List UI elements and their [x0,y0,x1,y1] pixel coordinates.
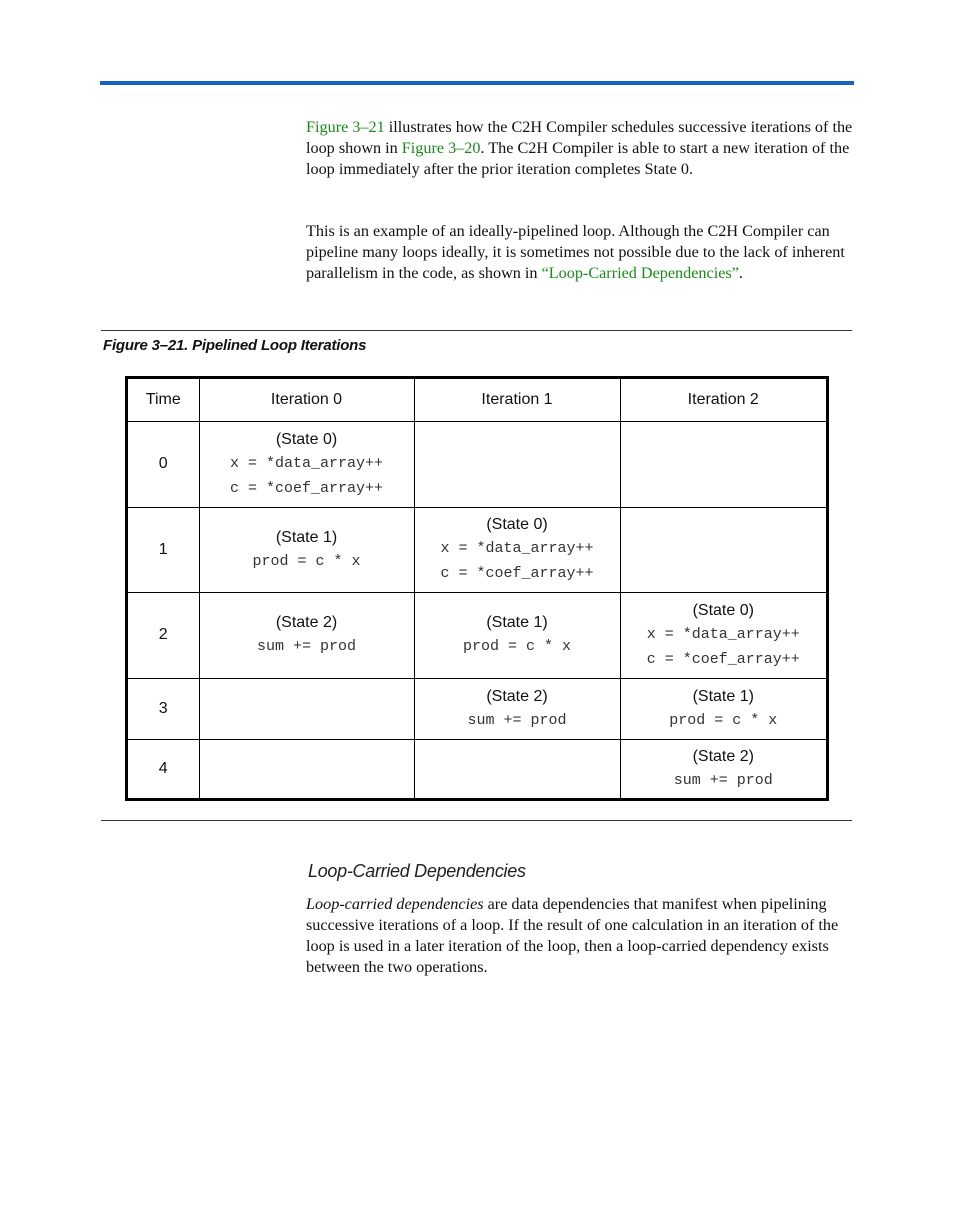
iteration-cell [414,507,620,592]
iteration-cell [199,421,414,507]
iteration-cell [620,678,826,739]
header-iteration-2: Iteration 2 [620,379,826,421]
state-label: (State 0) [692,601,754,619]
code-line: c = *coef_array++ [440,565,594,582]
section-text: are data dependencies that manifest when pipelining successive iterations of a loop. If the result of one calculation in an iteration of the loop is used in a later iteration of the loop, then a loop-carried dependency exists between the two operations. [306,895,839,976]
iteration-cell [414,739,620,799]
iteration-cell [620,739,826,799]
loop-carried-dependencies-link[interactable]: “Loop-Carried Dependencies” [541,264,739,282]
iteration-cell [414,421,620,507]
state-label: (State 0) [486,516,548,533]
table-row [128,739,826,799]
iteration-cell [199,507,414,592]
iteration-cell [199,678,414,739]
header-iteration-1: Iteration 1 [414,379,620,421]
time-cell: 2 [128,592,199,678]
iteration-cell [620,421,826,507]
state-label: (State 1) [692,687,754,705]
figure-3-21-link[interactable]: Figure 3–21 [306,118,385,136]
figure-top-rule [101,330,852,331]
state-label: (State 1) [275,528,338,546]
section-paragraph [306,894,854,978]
iteration-cell [414,592,620,678]
code-line: prod = c * x [252,552,361,570]
table-row [128,507,826,592]
code-line: sum += prod [256,638,357,655]
iteration-cell [620,592,826,678]
intro-paragraph-1 [306,117,854,180]
code-line: x = *data_array++ [229,454,384,472]
section-heading: Loop-Carried Dependencies [308,861,526,881]
code-line: sum += prod [467,711,567,729]
state-label: (State 2) [486,687,548,705]
time-cell: 1 [128,507,199,592]
figure-caption: Figure 3–21. Pipelined Loop Iterations [103,337,367,354]
header-time: Time [128,379,199,421]
code-line: c = *coef_array++ [646,650,800,668]
pipelined-loop-table [125,376,829,801]
time-cell: 0 [128,421,199,507]
intro-text: . [738,264,743,282]
iteration-cell [199,739,414,799]
section-term: Loop-carried dependencies [306,895,484,913]
iteration-cell [620,507,826,592]
state-label: (State 2) [275,614,338,631]
code-line: x = *data_array++ [646,625,800,643]
state-label: (State 0) [275,430,338,448]
figure-bottom-rule [101,820,852,821]
iteration-cell [199,592,414,678]
figure-3-20-link[interactable]: Figure 3–20 [401,139,481,157]
intro-paragraph-2 [306,221,854,284]
state-label: (State 2) [692,748,754,766]
time-cell: 3 [128,678,199,739]
header-rule [100,81,854,85]
code-line: prod = c * x [669,711,778,729]
intro-text: . The C2H Compiler is able to start a new iteration of the loop immediately after the prior iteration completes State 0. [306,139,850,178]
table-row [128,421,826,507]
code-line: x = *data_array++ [440,540,594,557]
table-row [128,678,826,739]
time-cell: 4 [128,739,199,799]
code-line: prod = c * x [462,638,572,655]
intro-text: illustrates how the C2H Compiler schedules successive iterations of the loop shown in [306,118,853,157]
iteration-cell [414,678,620,739]
state-label: (State 1) [486,614,548,631]
code-line: sum += prod [673,772,773,790]
table-header-row [128,379,826,421]
header-iteration-0: Iteration 0 [199,379,414,421]
intro-text: This is an example of an ideally-pipelined loop. Although the C2H Compiler can pipeline many loops ideally, it is sometimes not possible due to the lack of inherent parallelism in the code, as shown in [306,222,845,282]
code-line: c = *coef_array++ [229,479,384,497]
table-row [128,592,826,678]
